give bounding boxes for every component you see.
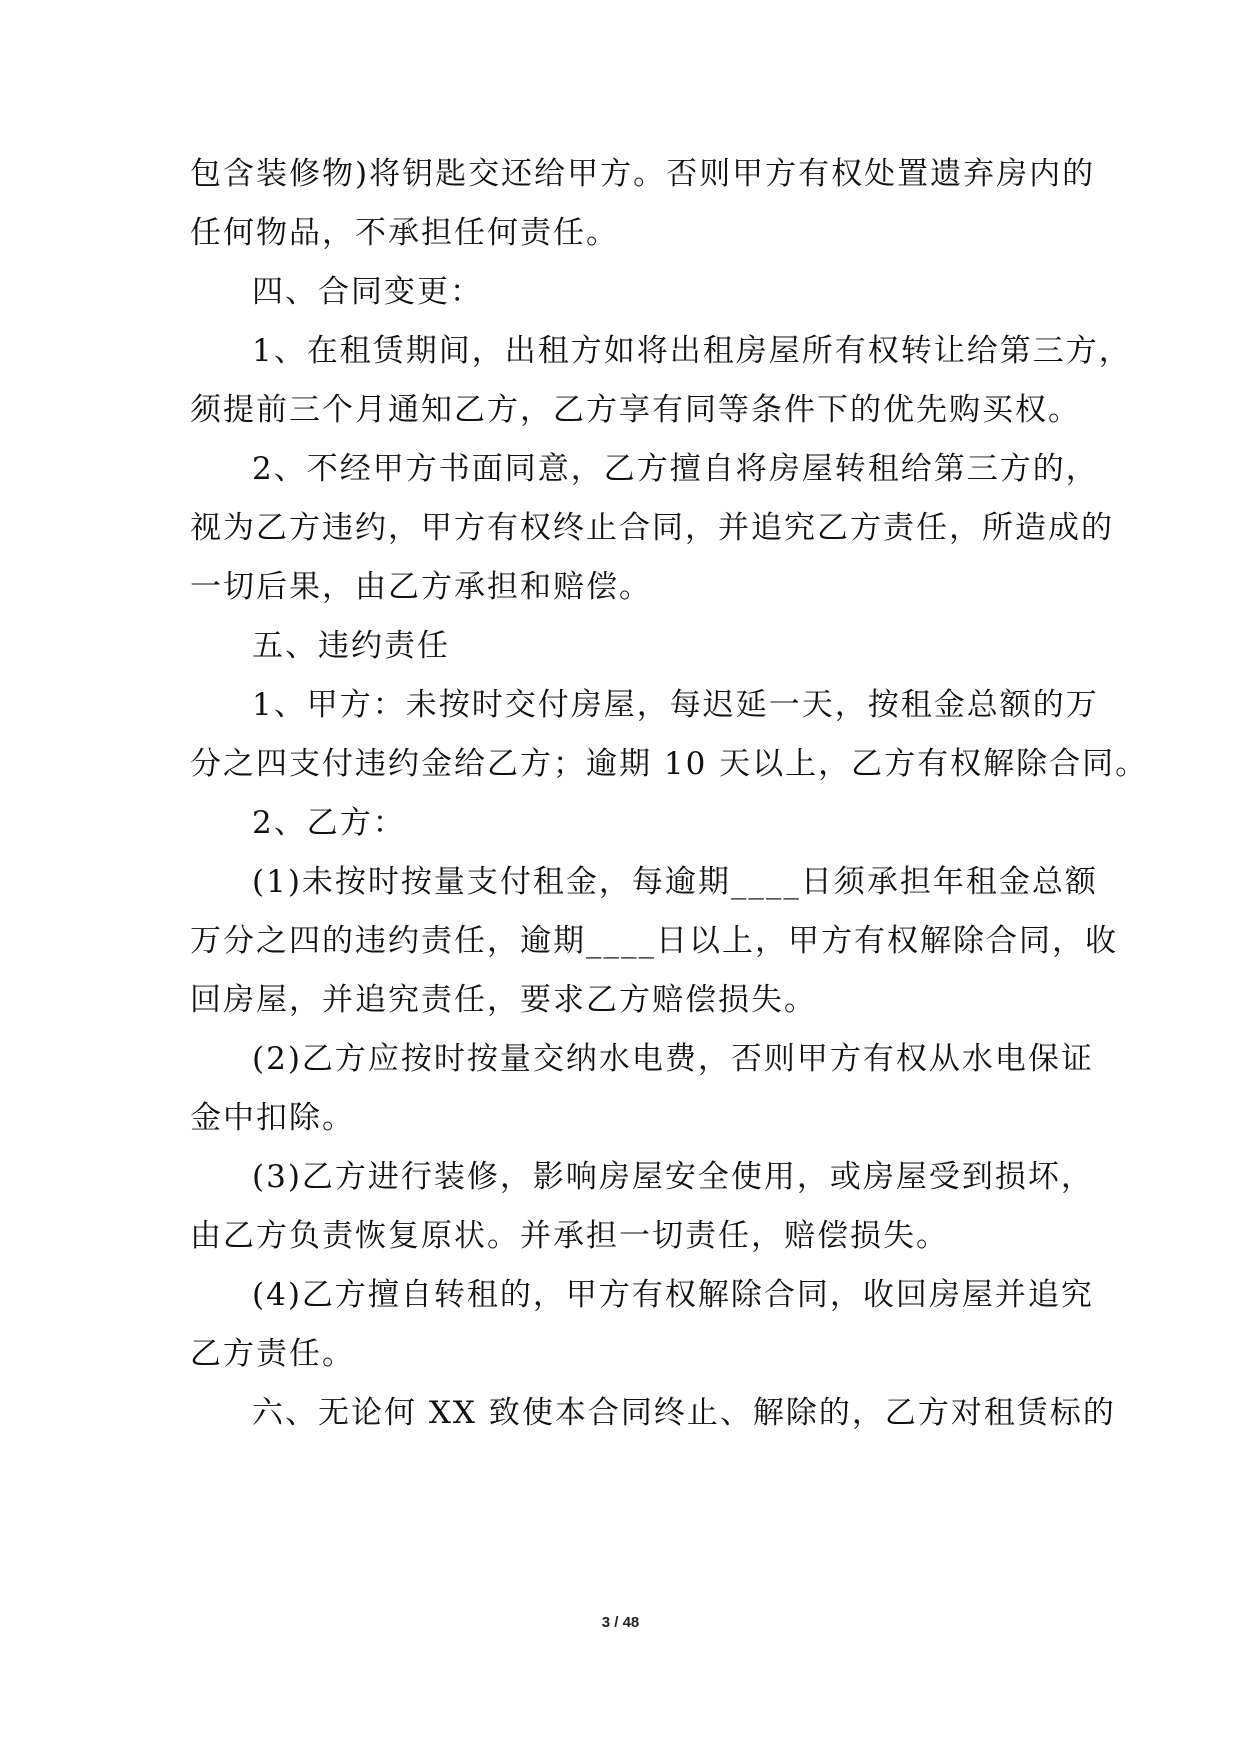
text-line: (1)未按时按量支付租金，每逾期____日须承担年租金总额 bbox=[252, 864, 1098, 900]
text-line: 万分之四的违约责任，逾期____日以上，甲方有权解除合同，收 bbox=[190, 923, 1118, 959]
text-line: 分之四支付违约金给乙方；逾期 10 天以上，乙方有权解除合同。 bbox=[190, 746, 1149, 782]
section-heading: 四、合同变更： bbox=[252, 274, 483, 310]
text-line: 2、乙方： bbox=[252, 805, 406, 841]
text-line: 任何物品，不承担任何责任。 bbox=[190, 215, 619, 251]
text-line: 乙方责任。 bbox=[190, 1336, 355, 1372]
page-number: 3 / 48 bbox=[601, 1614, 640, 1631]
text-line: 包含装修物)将钥匙交还给甲方。否则甲方有权处置遗弃房内的 bbox=[190, 156, 1096, 192]
section-heading: 五、违约责任 bbox=[252, 628, 450, 664]
text-line: 1、甲方：未按时交付房屋，每迟延一天，按租金总额的万 bbox=[252, 687, 1099, 723]
text-line: 六、无论何 XX 致使本合同终止、解除的，乙方对租赁标的 bbox=[252, 1395, 1116, 1431]
text-line: 金中扣除。 bbox=[190, 1100, 355, 1136]
text-line: 须提前三个月通知乙方，乙方享有同等条件下的优先购买权。 bbox=[190, 392, 1081, 428]
text-line: (4)乙方擅自转租的，甲方有权解除合同，收回房屋并追究 bbox=[252, 1277, 1094, 1313]
text-line: 视为乙方违约，甲方有权终止合同，并追究乙方责任，所造成的 bbox=[190, 510, 1114, 546]
text-line: 回房屋，并追究责任，要求乙方赔偿损失。 bbox=[190, 982, 817, 1018]
text-line: (2)乙方应按时按量交纳水电费，否则甲方有权从水电保证 bbox=[252, 1041, 1094, 1077]
text-line: 由乙方负责恢复原状。并承担一切责任，赔偿损失。 bbox=[190, 1218, 949, 1254]
text-line: 2、不经甲方书面同意，乙方擅自将房屋转租给第三方的， bbox=[252, 451, 1099, 487]
text-line: 一切后果，由乙方承担和赔偿。 bbox=[190, 569, 652, 605]
text-line: 1、在租赁期间，出租方如将出租房屋所有权转让给第三方， bbox=[252, 333, 1132, 369]
text-line: (3)乙方进行装修，影响房屋安全使用，或房屋受到损坏， bbox=[252, 1159, 1094, 1195]
